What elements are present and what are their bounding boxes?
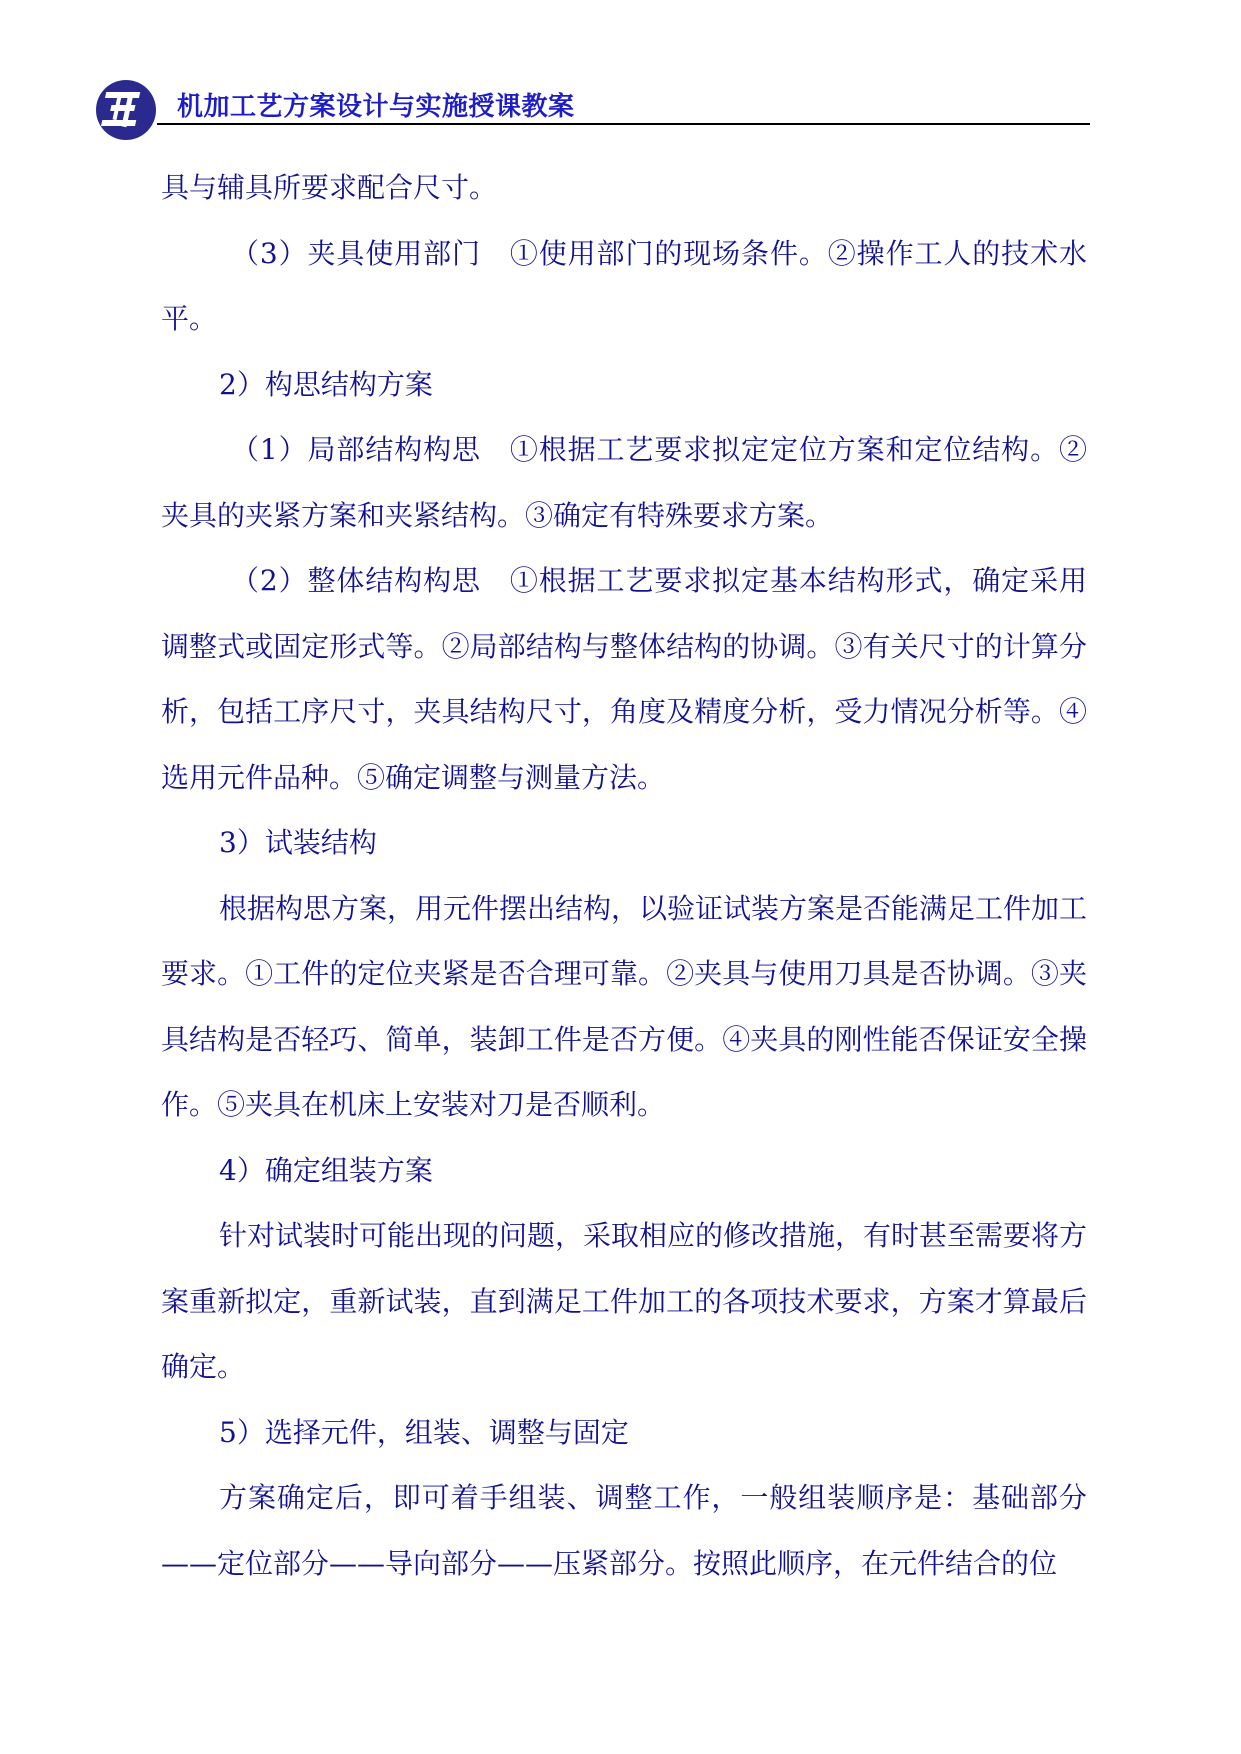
subsection-paragraph: （3）夹具使用部门 ①使用部门的现场条件。②操作工人的技术水平。 bbox=[161, 236, 1087, 335]
paragraph: 根据构思方案，用元件摆出结构，以验证试装方案是否能满足工件加工要求。①工件的定位夹紧是否合理可靠。②夹具与使用刀具是否协调。③夹具结构是否轻巧、简单，装卸工件是否方便。④夹具的刚性能否保证安全操作。⑤夹具在机床上安装对刀是否顺利。 bbox=[161, 891, 1088, 1121]
section-heading: 4）确定组装方案 bbox=[219, 1153, 433, 1187]
section-heading: 5）选择元件，组装、调整与固定 bbox=[219, 1415, 629, 1449]
header-title: 机加工艺方案设计与实施授课教案 bbox=[177, 92, 575, 122]
document-body bbox=[161, 155, 1087, 1596]
header-rule bbox=[157, 123, 1090, 125]
section-heading: 3）试装结构 bbox=[219, 826, 377, 859]
logo-icon bbox=[95, 79, 157, 141]
paragraph: 针对试装时可能出现的问题，采取相应的修改措施，有时甚至需要将方案重新拟定，重新试装，直到满足工件加工的各项技术要求，方案才算最后确定。 bbox=[161, 1219, 1088, 1383]
subsection-paragraph: （1）局部结构构思 ①根据工艺要求拟定定位方案和定位结构。②夹具的夹紧方案和夹紧结构。③确定有特殊要求方案。 bbox=[161, 433, 1087, 532]
paragraph: 方案确定后，即可着手组装、调整工作，一般组装顺序是：基础部分——定位部分——导向部分——压紧部分。按照此顺序，在元件结合的位 bbox=[161, 1481, 1087, 1580]
paragraph: 具与辅具所要求配合尺寸。 bbox=[161, 171, 498, 204]
subsection-paragraph: （2）整体结构构思 ①根据工艺要求拟定基本结构形式，确定采用调整式或固定形式等。②局部结构与整体结构的协调。③有关尺寸的计算分析，包括工序尺寸，夹具结构尺寸，角度及精度分析，受力情况分析等。④选用元件品种。⑤确定调整与测量方法。 bbox=[161, 564, 1087, 794]
page-header bbox=[95, 79, 1090, 141]
section-heading: 2）构思结构方案 bbox=[219, 367, 433, 401]
